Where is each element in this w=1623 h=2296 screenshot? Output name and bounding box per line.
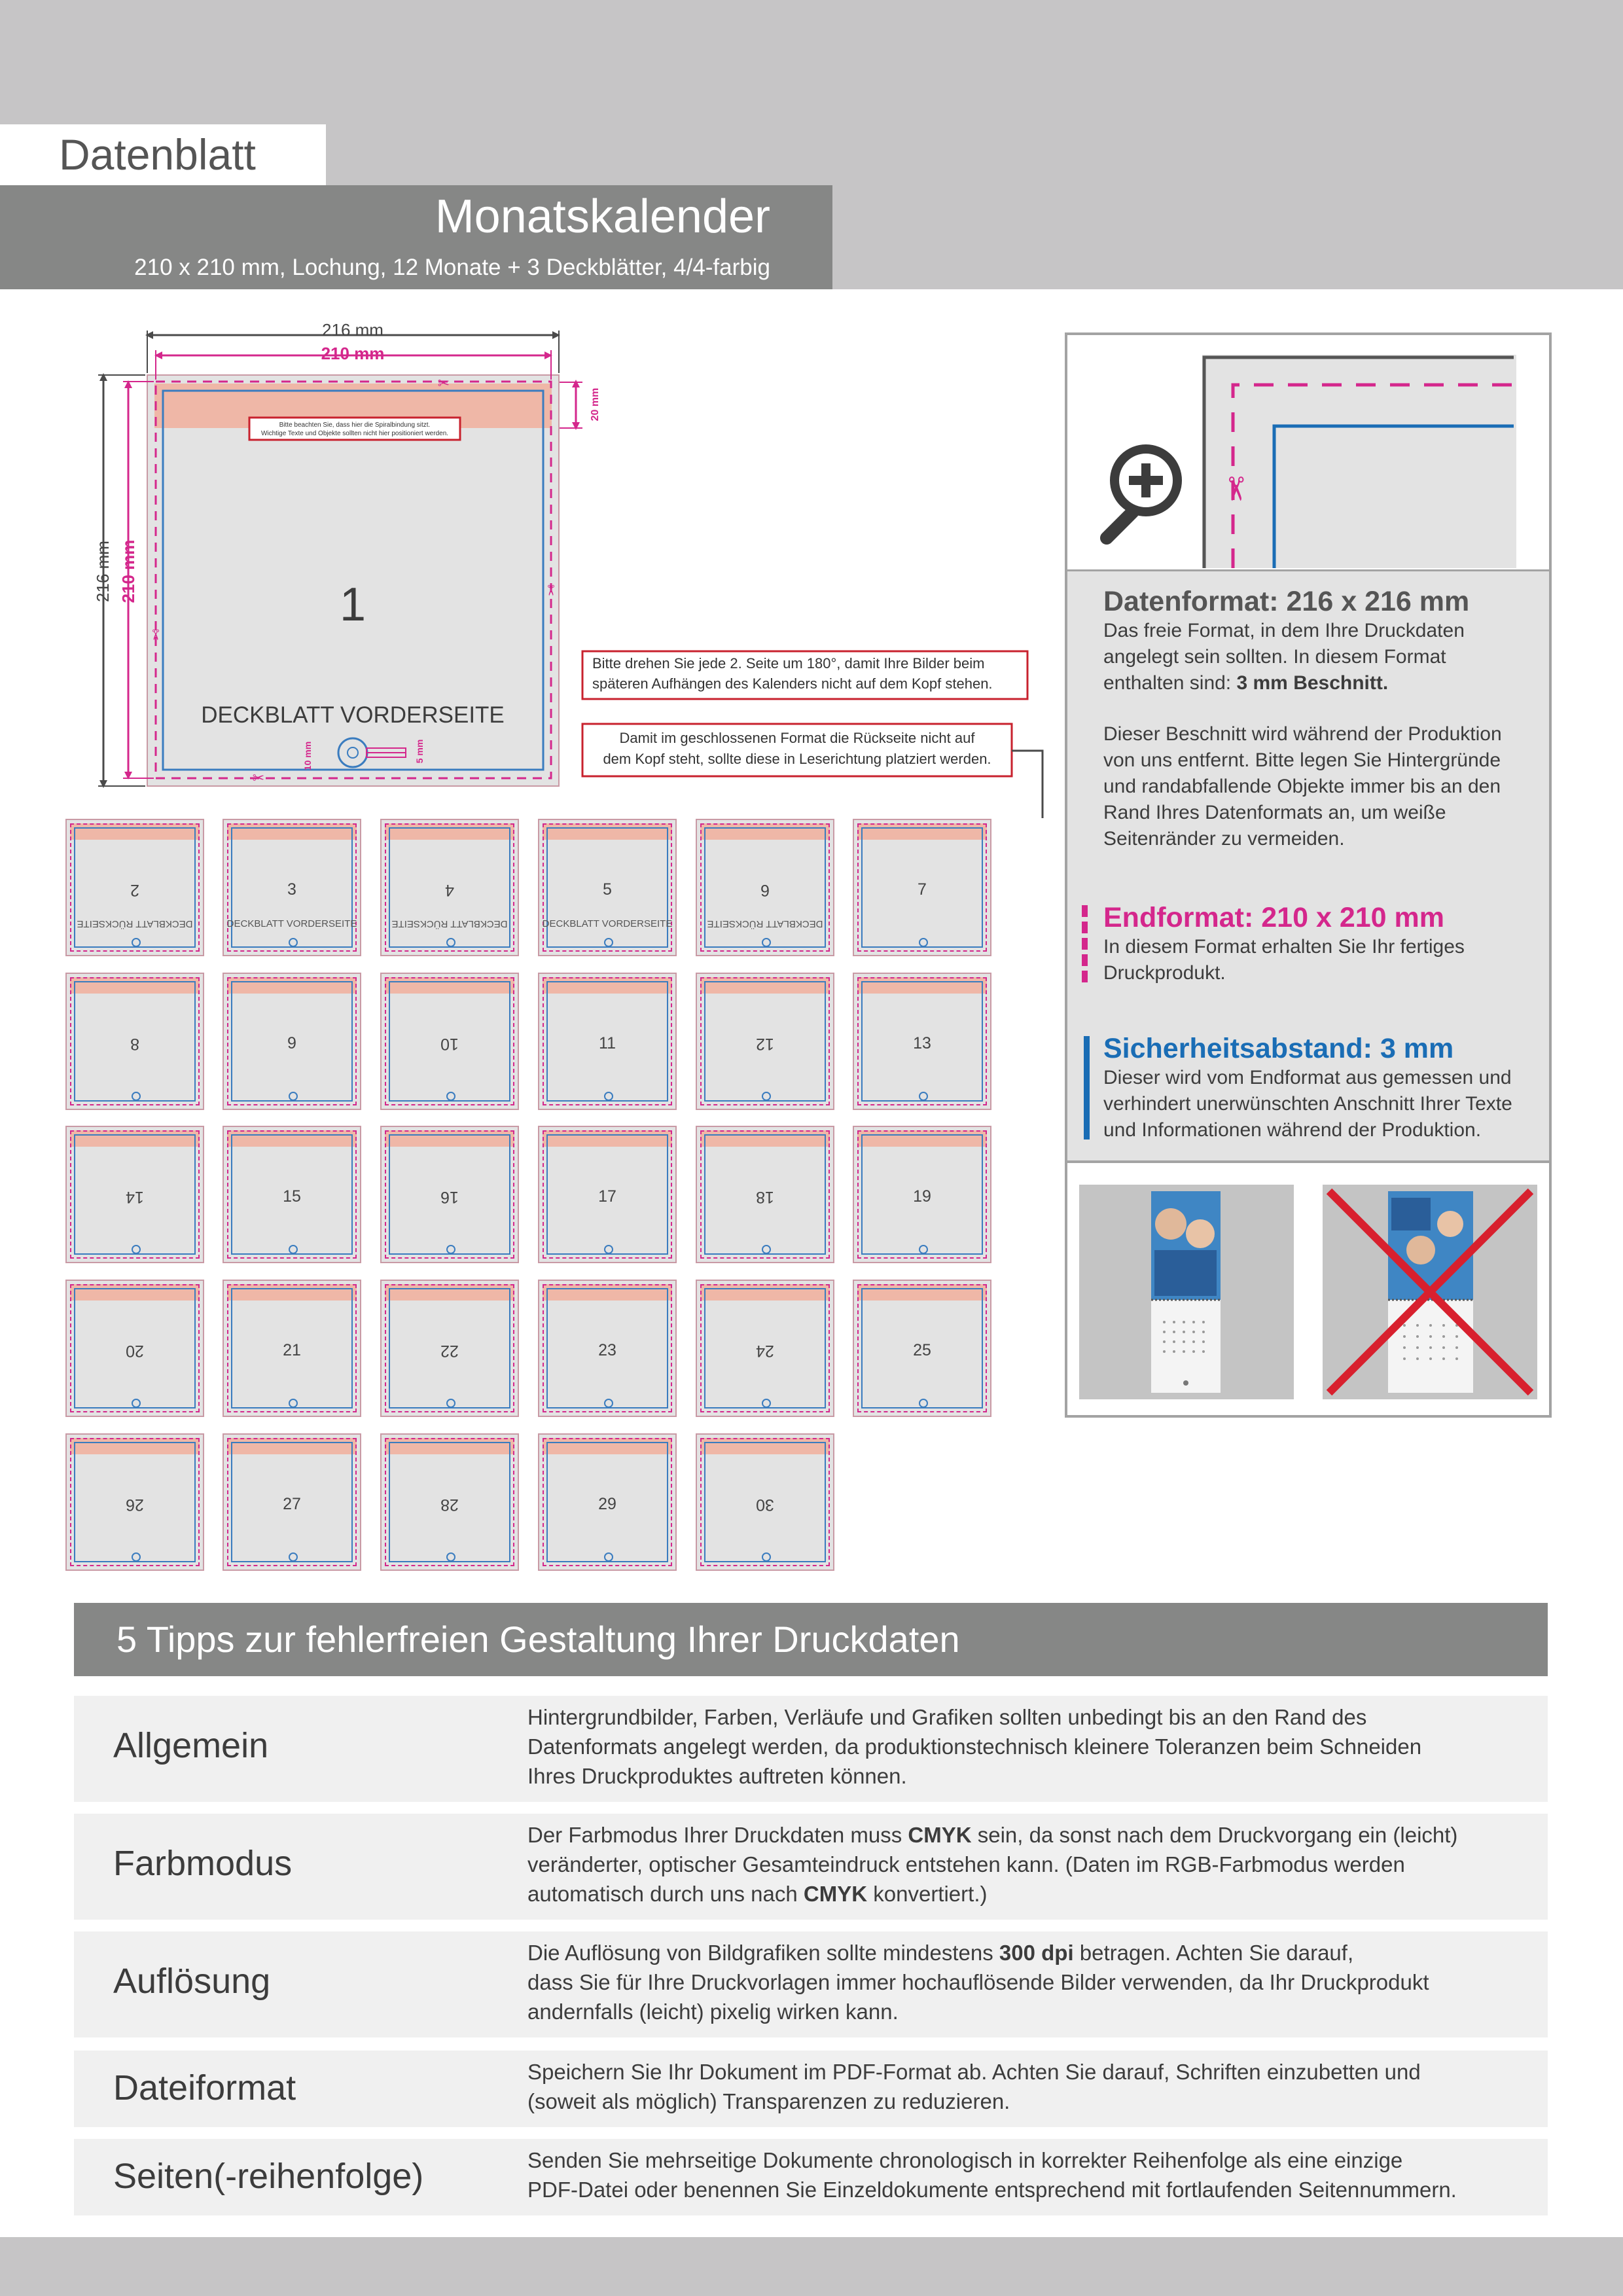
thumbnail-label: DECKBLATT RÜCKSEITE — [77, 918, 193, 929]
punch-hole — [919, 1245, 928, 1254]
thumbnail-label: DECKBLATT VORDERSEITE — [226, 918, 357, 929]
punch-hole — [762, 1399, 771, 1408]
page-thumbnail — [538, 1126, 677, 1263]
zoom-in-icon — [1107, 449, 1177, 538]
thumbnail-number: 20 — [126, 1342, 144, 1360]
page-thumbnail — [65, 1433, 204, 1571]
endformat-heading: Endformat: 210 x 210 mm — [1103, 902, 1444, 933]
page-thumbnail — [538, 819, 677, 956]
datenformat-section — [1103, 586, 1542, 852]
scissors-icon: ✂ — [437, 376, 450, 392]
thumbnail-number: 3 — [287, 880, 296, 899]
page-thumbnail — [223, 973, 361, 1110]
rotate-note-line-2: späteren Aufhängen des Kalenders nicht auf dem Kopf stehen. — [592, 675, 993, 692]
beschnitt-line: Seitenränder zu vermeiden. — [1103, 828, 1345, 850]
band-note-line-1: Bitte beachten Sie, dass hier die Spiralbindung sitzt. — [279, 422, 431, 429]
page-thumbnail — [65, 1280, 204, 1417]
tip-line — [527, 1820, 1535, 1850]
page-thumbnail — [380, 1280, 519, 1417]
page-thumbnail — [538, 1280, 677, 1417]
punch-hole — [132, 1552, 141, 1562]
page-thumbnail — [65, 1126, 204, 1263]
dim-outer-v-label: 216 mm — [93, 541, 113, 602]
thumbnail-label: DECKBLATT RÜCKSEITE — [707, 918, 823, 929]
tip-text-part: Der Farbmodus Ihrer Druckdaten muss — [527, 1823, 908, 1847]
thumbnail-number: 11 — [599, 1034, 616, 1052]
tip-text-part: betragen. Achten Sie darauf, — [1073, 1941, 1354, 1965]
page-thumbnail — [696, 819, 834, 956]
rotate-note-line-1: Bitte drehen Sie jede 2. Seite um 180°, damit Ihre Bilder beim — [592, 655, 985, 672]
tip-farbmodus — [74, 1814, 1548, 1920]
tip-emphasis: CMYK — [803, 1882, 868, 1906]
thumbnail-number: 13 — [913, 1034, 931, 1052]
thumbnail-number: 9 — [287, 1034, 296, 1052]
punch-hole — [289, 1552, 298, 1562]
punch-hole — [446, 1399, 455, 1408]
punch-hole — [132, 1399, 141, 1408]
beschnitt-value: 3 mm Beschnitt. — [1236, 672, 1389, 694]
scissors-icon: ✂ — [147, 628, 163, 641]
dim-inner-v-label: 210 mm — [118, 539, 138, 603]
thumbnail-number: 30 — [756, 1496, 774, 1514]
thumbnail-number: 4 — [445, 881, 454, 899]
page-thumbnail — [380, 819, 519, 956]
thumbnail-number: 14 — [126, 1188, 144, 1206]
datenblatt-tab: Datenblatt — [0, 124, 326, 185]
page-thumbnail — [223, 819, 361, 956]
tip-line: dass Sie für Ihre Druckvorlagen immer hochauflösende Bilder verwenden, da Ihr Druckprodukt — [527, 1970, 1429, 1994]
tip-line: Datenformats angelegt werden, da produktionstechnisch kleinere Toleranzen beim Schneiden — [527, 1734, 1422, 1759]
datenformat-heading: Datenformat: 216 x 216 mm — [1103, 586, 1470, 617]
sicherheit-line: verhindert unerwünschten Anschnitt Ihrer Texte — [1103, 1093, 1512, 1115]
thumbnail-number: 16 — [440, 1188, 459, 1206]
thumbnail-label: DECKBLATT RÜCKSEITE — [391, 918, 508, 929]
correct-orientation-example — [1079, 1185, 1294, 1399]
page-thumbnail — [696, 1433, 834, 1571]
punch-hole — [132, 938, 141, 947]
tip-line — [527, 1938, 1535, 1967]
dim-outer-h-label: 216 mm — [322, 321, 383, 340]
thumbnail-number: 25 — [913, 1341, 931, 1359]
dim-hole-left-label: 10 mm — [302, 741, 313, 771]
thumbnail-number: 7 — [918, 880, 927, 899]
thumbnail-number: 23 — [598, 1341, 616, 1359]
punch-hole — [446, 938, 455, 947]
datenformat-text: enthalten sind: — [1103, 672, 1237, 694]
scissors-icon: ✂ — [542, 584, 558, 597]
punch-hole — [289, 1245, 298, 1254]
thumbnail-number: 10 — [440, 1035, 459, 1053]
tip-text-part: konvertiert.) — [867, 1882, 988, 1906]
tip-line: Ihres Druckproduktes auftreten können. — [527, 1764, 907, 1788]
punch-hole — [446, 1092, 455, 1101]
thumbnail-number: 18 — [756, 1188, 774, 1206]
page-thumbnail — [380, 1126, 519, 1263]
tip-line: Speichern Sie Ihr Dokument im PDF-Format ab. Achten Sie darauf, Schriften einzubetten und — [527, 2060, 1421, 2084]
page-thumbnail — [223, 1126, 361, 1263]
page-thumbnail — [853, 819, 991, 956]
thumbnail-number: 27 — [283, 1495, 301, 1513]
punch-hole — [919, 938, 928, 947]
sicherheit-line: und Informationen während der Produktion. — [1103, 1119, 1482, 1141]
thumbnail-number: 15 — [283, 1187, 301, 1206]
punch-hole — [604, 1092, 613, 1101]
sicherheit-marker — [1084, 1036, 1090, 1139]
endformat-marker — [1082, 905, 1088, 982]
punch-hole — [762, 1245, 771, 1254]
tips-header: 5 Tipps zur fehlerfreien Gestaltung Ihrer Druckdaten — [74, 1603, 1548, 1676]
tip-line: veränderter, optischer Gesamteindruck entstehen kann. (Daten im RGB-Farbmodus werden — [527, 1852, 1405, 1876]
page-thumbnail — [696, 1280, 834, 1417]
tip-label: Auflösung — [113, 1962, 271, 2001]
tip-emphasis: 300 dpi — [999, 1941, 1074, 1965]
punch-hole — [289, 1399, 298, 1408]
tip-text — [527, 1820, 1535, 1909]
thumbnail-number: 28 — [440, 1496, 459, 1514]
thumbnail-number: 17 — [598, 1187, 616, 1206]
thumbnail-number: 26 — [126, 1496, 144, 1514]
punch-hole — [604, 938, 613, 947]
datenformat-line: angelegt sein sollten. In diesem Format — [1103, 646, 1446, 668]
page-thumbnail — [853, 1126, 991, 1263]
punch-hole — [604, 1245, 613, 1254]
band-note-line-2: Wichtige Texte und Objekte sollten nicht hier positioniert werden. — [260, 430, 449, 437]
thumbnail-number: 19 — [913, 1187, 931, 1206]
thumbnail-number: 8 — [130, 1035, 139, 1053]
dim-inner-h-label: 210 mm — [321, 344, 385, 363]
page-thumbnail — [538, 973, 677, 1110]
dim-band-label: 20 mm — [590, 387, 601, 422]
beschnitt-line: Rand Ihres Datenformats an, um weiße — [1103, 802, 1446, 823]
thumbnail-number: 5 — [603, 880, 612, 899]
tip-label: Dateiformat — [113, 2068, 296, 2108]
scissors-icon: ✂ — [1217, 475, 1255, 503]
thumbnail-number: 6 — [760, 881, 770, 899]
back-note-line-2: dem Kopf steht, sollte diese in Leserichtung platziert werden. — [603, 751, 991, 767]
page-title: Monatskalender — [435, 190, 770, 243]
tip-text-part: Die Auflösung von Bildgrafiken sollte mindestens — [527, 1941, 999, 1965]
tip-line: (soweit als möglich) Transparenzen zu reduzieren. — [527, 2089, 1010, 2113]
punch-hole — [604, 1399, 613, 1408]
page-label: DECKBLATT VORDERSEITE — [201, 702, 505, 728]
endformat-line: In diesem Format erhalten Sie Ihr fertiges — [1103, 936, 1465, 958]
tip-dateiformat — [74, 2051, 1548, 2127]
tip-line: PDF-Datei oder benennen Sie Einzeldokumente entsprechend mit fortlaufenden Seitennummern. — [527, 2178, 1457, 2202]
beschnitt-line: Dieser Beschnitt wird während der Produktion — [1103, 723, 1502, 745]
punch-hole — [919, 1399, 928, 1408]
wrong-orientation-example — [1323, 1185, 1537, 1399]
punch-hole — [446, 1245, 455, 1254]
endformat-section — [1103, 902, 1542, 986]
page-thumbnail — [853, 1280, 991, 1417]
page-thumbnail — [696, 973, 834, 1110]
scissors-icon: ✂ — [252, 770, 265, 787]
endformat-line: Druckprodukt. — [1103, 962, 1226, 984]
sicherheit-line: Dieser wird vom Endformat aus gemessen und — [1103, 1067, 1512, 1088]
punch-hole — [289, 1092, 298, 1101]
tip-label: Allgemein — [113, 1726, 269, 1765]
sicherheit-heading: Sicherheitsabstand: 3 mm — [1103, 1033, 1454, 1064]
tip-label: Seiten(-reihenfolge) — [113, 2157, 424, 2196]
punch-hole — [446, 1552, 455, 1562]
thumbnail-number: 29 — [598, 1495, 616, 1513]
tip-emphasis: CMYK — [908, 1823, 972, 1847]
tip-text-part: sein, da sonst nach dem Druckvorgang ein (leicht) — [971, 1823, 1458, 1847]
tip-line — [527, 1879, 1535, 1909]
tip-text-part: automatisch durch uns nach — [527, 1882, 804, 1906]
thumbnail-label: DECKBLATT VORDERSEITE — [542, 918, 673, 929]
punch-hole — [762, 1092, 771, 1101]
tip-label: Farbmodus — [113, 1844, 293, 1883]
tip-line: Hintergrundbilder, Farben, Verläufe und Grafiken sollten unbedingt bis an den Rand des — [527, 1705, 1367, 1729]
beschnitt-line: und randabfallende Objekte immer bis an den — [1103, 776, 1501, 797]
info-body — [1067, 571, 1549, 1160]
back-note-line-1: Damit im geschlossenen Format die Rückseite nicht auf — [619, 730, 975, 746]
bottom-band — [0, 2237, 1623, 2296]
sicherheit-section — [1103, 1033, 1548, 1143]
punch-hole — [604, 1552, 613, 1562]
datenformat-line: Das freie Format, in dem Ihre Druckdaten — [1103, 620, 1465, 641]
thumbnail-number: 21 — [283, 1341, 301, 1359]
page-thumbnail — [853, 973, 991, 1110]
page-thumbnail — [65, 819, 204, 956]
tip-allgemein — [74, 1696, 1548, 1802]
punch-hole — [762, 1552, 771, 1562]
punch-hole — [289, 938, 298, 947]
punch-hole — [132, 1092, 141, 1101]
punch-hole — [132, 1245, 141, 1254]
tip-seitenreihenfolge — [74, 2139, 1548, 2215]
tip-aufloesung — [74, 1931, 1548, 2037]
datenformat-line — [1103, 670, 1542, 696]
page-thumbnail — [223, 1433, 361, 1571]
page-thumbnail — [696, 1126, 834, 1263]
zoom-detail — [1067, 335, 1549, 569]
punch-hole — [919, 1092, 928, 1101]
tip-line: andernfalls (leicht) pixelig wirken kann. — [527, 2000, 899, 2024]
page-subtitle: 210 x 210 mm, Lochung, 12 Monate + 3 Deckblätter, 4/4-farbig — [134, 255, 770, 280]
tip-text — [527, 1938, 1535, 2026]
thumbnail-number: 24 — [756, 1342, 774, 1360]
page-thumbnail — [380, 973, 519, 1110]
page-thumbnail — [223, 1280, 361, 1417]
tip-text — [527, 1702, 1535, 1791]
page-number: 1 — [339, 579, 366, 631]
tip-line: Senden Sie mehrseitige Dokumente chronologisch in korrekter Reihenfolge als eine einzige — [527, 2148, 1403, 2172]
beschnitt-line: von uns entfernt. Bitte legen Sie Hintergründe — [1103, 749, 1501, 771]
page-thumbnail — [380, 1433, 519, 1571]
layout-diagram — [85, 321, 1080, 818]
thumbnail-number: 2 — [130, 881, 139, 899]
dim-hole-right-label: 5 mm — [414, 739, 425, 764]
tip-text — [527, 2057, 1535, 2116]
thumbnail-number: 12 — [756, 1035, 774, 1053]
page-thumbnail — [538, 1433, 677, 1571]
thumbnail-number: 22 — [440, 1342, 459, 1360]
page-thumbnail — [65, 973, 204, 1110]
punch-hole — [762, 938, 771, 947]
tip-text — [527, 2145, 1535, 2204]
title-bar — [0, 185, 832, 289]
